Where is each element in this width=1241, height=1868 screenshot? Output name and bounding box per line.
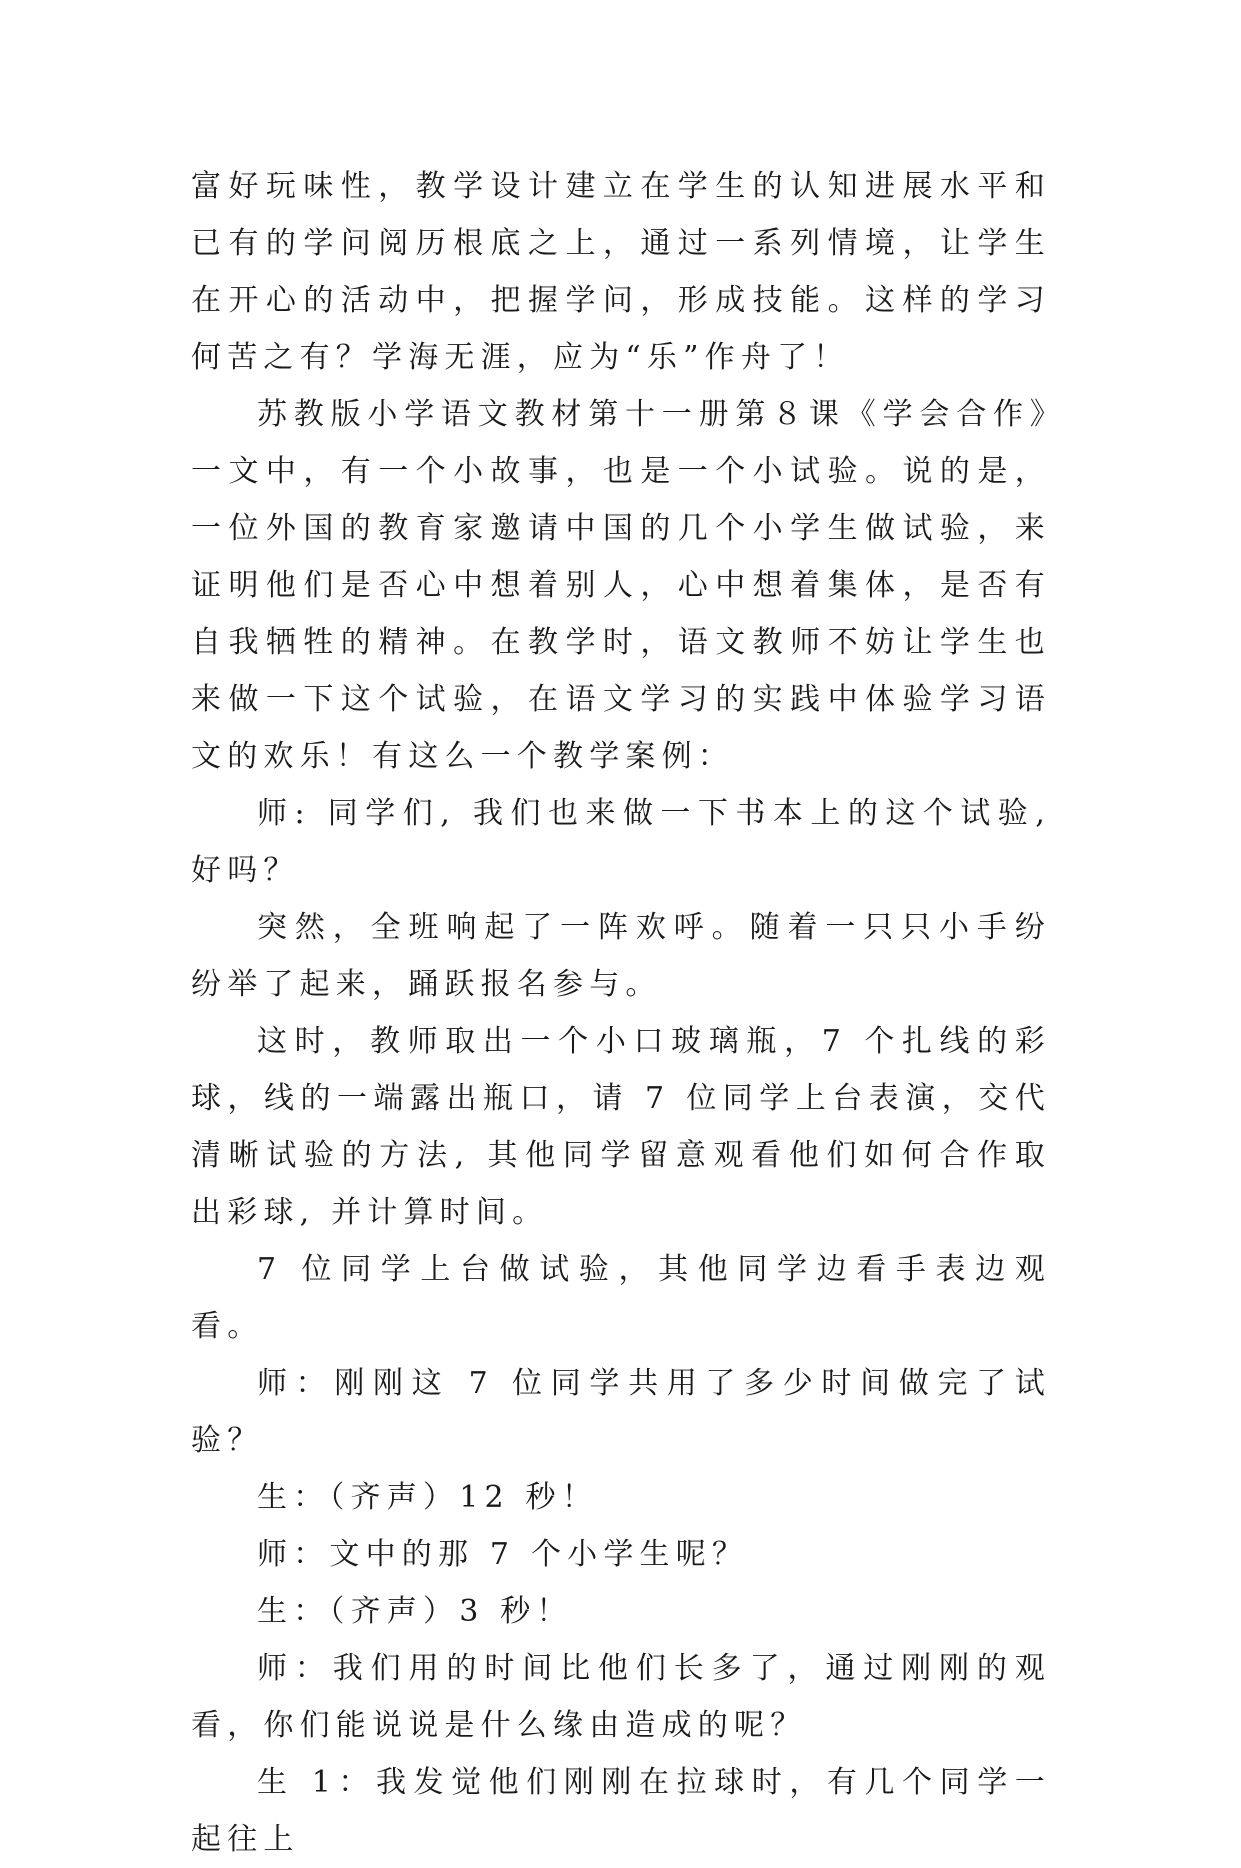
- paragraph-12: 生 1：我发觉他们刚刚在拉球时，有几个同学一起往上: [191, 1765, 1051, 1857]
- paragraph-6: 7 位同学上台做试验，其他同学边看手表边观看。: [191, 1252, 1051, 1344]
- paragraph-1: 富好玩味性，教学设计建立在学生的认知进展水平和已有的学问阅历根底之上，通过一系列情境，让学生在开心的活动中，把握学问，形成技能。这样的学习何苦之有？学海无涯，应为“乐”作舟了！: [191, 169, 1051, 375]
- paragraph-9: 师：文中的那 7 个小学生呢？: [257, 1537, 749, 1572]
- paragraph-2: 苏教版小学语文教材第十一册第８课《学会合作》一文中，有一个小故事，也是一个小试验。说的是，一位外国的教育家邀请中国的几个小学生做试验，来证明他们是否心中想着别人，心中想着集体，是否有自我牺牲的精神。在教学时，语文教师不妨让学生也来做一下这个试验，在语文学习的实践中体验学习语文的欢乐！有这么一个教学案例：: [191, 397, 1051, 774]
- paragraph-11: 师：我们用的时间比他们长多了，通过刚刚的观看，你们能说说是什么缘由造成的呢？: [191, 1651, 1051, 1743]
- paragraph-7: 师：刚刚这 7 位同学共用了多少时间做完了试验？: [191, 1366, 1051, 1458]
- paragraph-10: 生：（齐声）3 秒！: [257, 1594, 573, 1629]
- paragraph-3: 师: 同学们, 我们也来做一下书本上的这个试验, 好吗？: [191, 796, 1067, 888]
- paragraph-4: 突然，全班响起了一阵欢呼。随着一只只小手纷纷举了起来，踊跃报名参与。: [191, 910, 1051, 1002]
- document-body: [191, 158, 1067, 1868]
- paragraph-8: 生：（齐声）12 秒！: [257, 1480, 598, 1515]
- paragraph-5: 这时，教师取出一个小口玻璃瓶，7 个扎线的彩球，线的一端露出瓶口，请 7 位同学上台表演，交代清晰试验的方法, 其他同学留意观看他们如何合作取出彩球, 并计算时间。: [191, 1024, 1051, 1230]
